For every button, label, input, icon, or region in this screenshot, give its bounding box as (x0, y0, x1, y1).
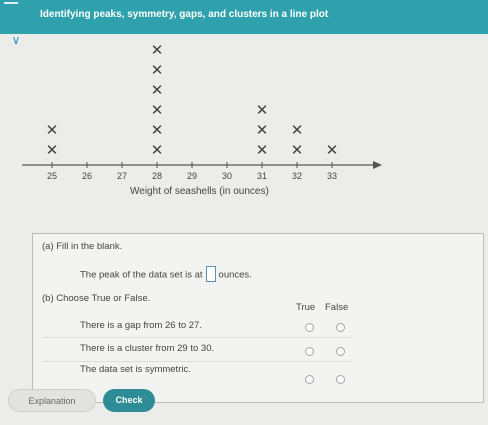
part-a-sentence (80, 267, 252, 283)
statement-1: There is a gap from 26 to 27. (80, 320, 202, 331)
axis-title: Weight of seashells (in ounces) (130, 186, 269, 197)
check-button[interactable]: Check (103, 389, 155, 412)
x-mark: ✕ (290, 141, 304, 159)
explanation-button[interactable]: Explanation (8, 389, 96, 412)
chevron-down-icon[interactable]: ∨ (11, 33, 21, 47)
x-mark: ✕ (255, 141, 269, 159)
statement-1-true-radio[interactable] (305, 323, 314, 332)
x-mark: ✕ (325, 141, 339, 159)
page-title: Identifying peaks, symmetry, gaps, and clusters in a line plot (40, 9, 329, 20)
row-divider (42, 337, 352, 338)
statement-3-false-radio[interactable] (336, 375, 345, 384)
x-mark: ✕ (150, 61, 164, 79)
x-mark: ✕ (150, 121, 164, 139)
statement-2: There is a cluster from 29 to 30. (80, 343, 215, 354)
tick-label: 25 (46, 171, 58, 181)
x-mark: ✕ (290, 121, 304, 139)
part-a-suffix: ounces. (218, 269, 252, 281)
tick-label: 30 (221, 171, 233, 181)
true-column-header: True (296, 302, 316, 313)
statement-2-true-radio[interactable] (305, 347, 314, 356)
tick-label: 32 (291, 171, 303, 181)
statement-1-false-radio[interactable] (336, 323, 345, 332)
tick-label: 31 (256, 171, 268, 181)
tick-label: 29 (186, 171, 198, 181)
statement-3-true-radio[interactable] (305, 375, 314, 384)
x-mark: ✕ (150, 41, 164, 59)
question-box (32, 233, 484, 403)
tick-label: 26 (81, 171, 93, 181)
answer-input[interactable] (206, 266, 216, 282)
x-mark: ✕ (45, 121, 59, 139)
false-column-header: False (325, 302, 349, 313)
statement-3: The data set is symmetric. (80, 364, 191, 375)
x-mark: ✕ (255, 101, 269, 119)
part-b-label: (b) Choose True or False. (42, 293, 151, 304)
part-a-label: (a) Fill in the blank. (42, 241, 123, 252)
x-mark: ✕ (150, 141, 164, 159)
axis-arrow (373, 161, 382, 169)
statement-2-false-radio[interactable] (336, 347, 345, 356)
x-mark: ✕ (255, 121, 269, 139)
row-divider (42, 361, 352, 362)
plot-marks (46, 41, 339, 159)
x-mark: ✕ (150, 81, 164, 99)
tick-label: 33 (326, 171, 338, 181)
x-mark: ✕ (45, 141, 59, 159)
part-a-prefix: The peak of the data set is at (80, 269, 203, 281)
tick-label: 28 (151, 171, 163, 181)
x-mark: ✕ (150, 101, 164, 119)
tick-label: 27 (116, 171, 128, 181)
